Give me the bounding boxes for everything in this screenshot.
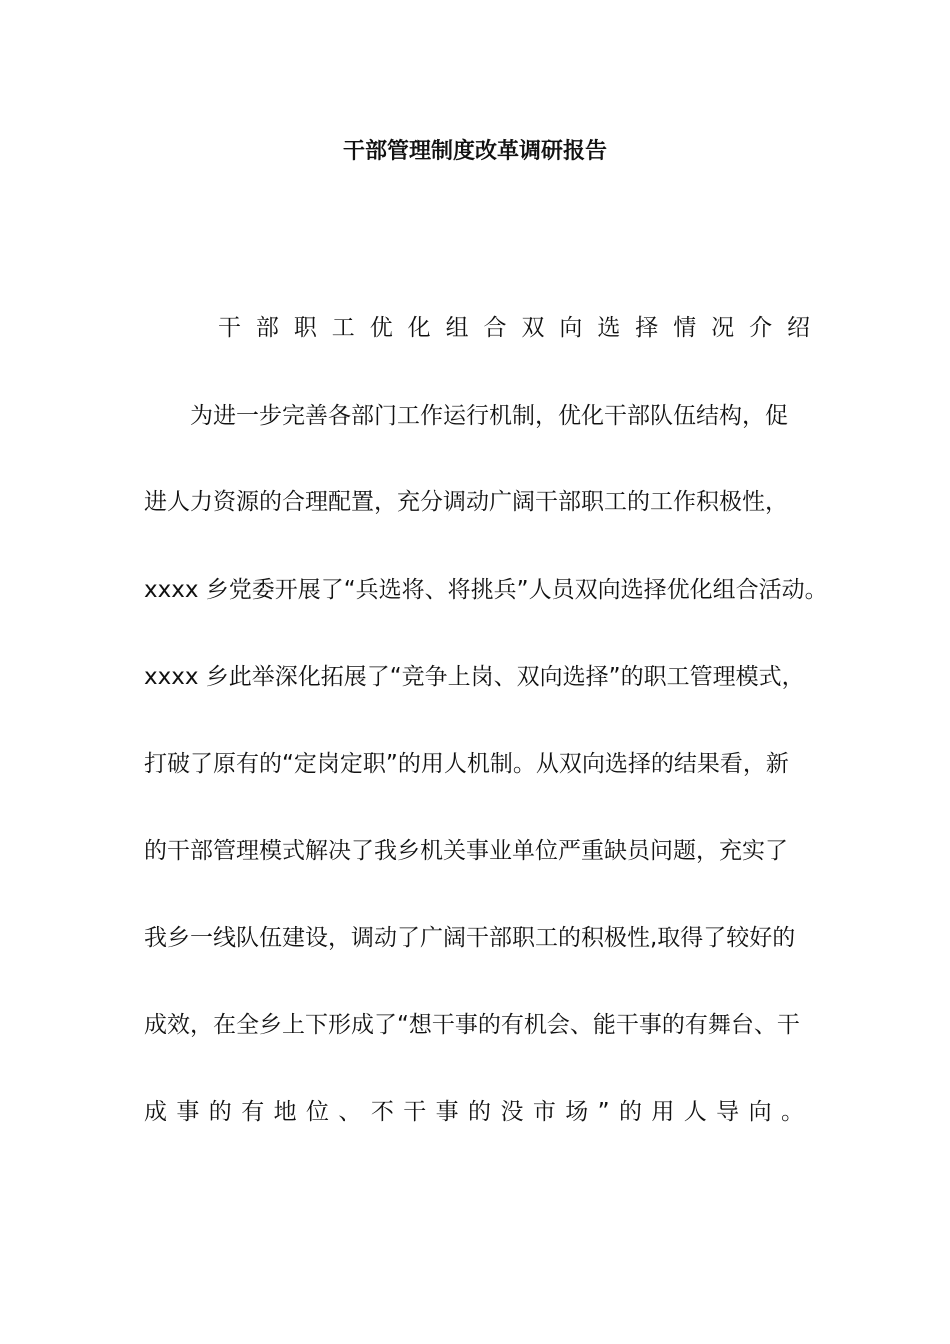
paragraph-line: 为进一步完善各部门工作运行机制，优化干部队伍结构，促 [190,403,788,429]
section-subtitle: 干部职工优化组合双向选择情况介绍 [218,315,810,341]
paragraph-line: 打破了原有的“定岗定职”的用人机制。从双向选择的结果看，新 [144,751,789,777]
paragraph-line: 的干部管理模式解决了我乡机关事业单位严重缺员问题，充实了 [144,838,788,864]
paragraph-line: 成事的有地位、不干事的没市场”的用人导向。 [144,1099,804,1125]
paragraph-line: 我乡一线队伍建设，调动了广阔干部职工的积极性,取得了较好的 [144,925,796,951]
paragraph-line: xxxx 乡此举深化拓展了“竞争上岗、双向选择”的职工管理模式， [144,664,805,690]
paragraph-line: xxxx 乡党委开展了“兵选将、将挑兵”人员双向选择优化组合活动。 [144,577,828,603]
paragraph-line: 成效，在全乡上下形成了“想干事的有机会、能干事的有舞台、干 [144,1012,800,1038]
document-title: 干部管理制度改革调研报告 [342,139,607,164]
paragraph-line: 进人力资源的合理配置，充分调动广阔干部职工的工作积极性， [144,489,788,515]
